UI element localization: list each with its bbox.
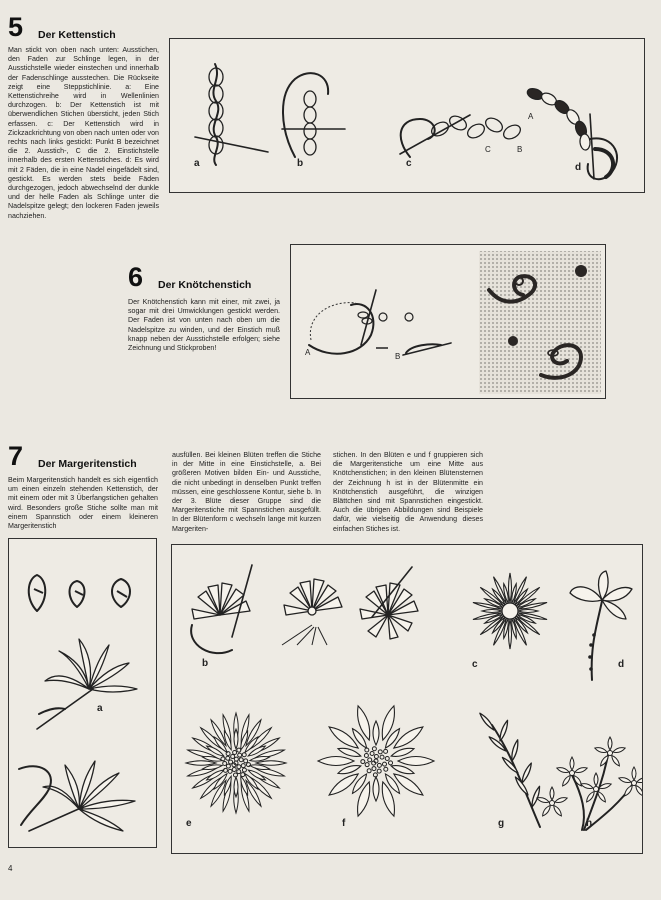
section-7-text-col1: Beim Margeritenstich handelt es sich eigentlich um einen einzeln stehenden Kettenstich, der mit einem oder mit 3 Überfangstichen gehalten wird. Besonders große Stiche sollte man mit einem Spannstich oder einem kleineren Margeritenstich (8, 476, 158, 531)
flower-g (478, 712, 541, 827)
right-label-g: g (498, 818, 505, 829)
right-label-d: d (618, 659, 625, 670)
fig-label-a: a (194, 158, 200, 169)
right-label-c: c (472, 659, 478, 670)
point-label-A: A (528, 112, 534, 121)
margeriten-left-panel (8, 538, 157, 848)
knoetchenstich-illustration (291, 245, 605, 398)
section-7-number: 7 (8, 441, 24, 471)
fig-label-c: c (406, 158, 412, 169)
knot-point-B: B (395, 352, 401, 361)
knoetchenstich-figure-panel (290, 244, 606, 399)
chain-c-drawing (400, 113, 523, 157)
right-label-b: b (202, 658, 209, 669)
right-label-h: h (586, 818, 593, 829)
margeriten-flower-examples (172, 545, 642, 853)
right-label-f: f (342, 818, 346, 829)
point-label-C: C (485, 145, 491, 154)
right-label-e: e (186, 818, 192, 829)
margeriten-stitch-steps (9, 539, 156, 847)
knot-diagram (305, 290, 451, 361)
section-5-title: Der Kettenstich (38, 29, 116, 41)
chain-a-drawing (195, 64, 268, 165)
margeriten-right-panel (171, 544, 643, 854)
knot-point-A: A (305, 348, 311, 357)
chain-d-drawing (526, 87, 617, 180)
section-7-text-col3: stichen. In den Blüten e und f gruppieren sich die Margeritenstiche um eine Mitte aus Knötchenstichen; in den kleinen Blütensternen der Zeichnung h ist in der Blütenmitte ein Knötchenstich ausgeführt, die winzigen Blättchen sind mit Spannstichen eingestickt. Auch die übrigen Abbildungen sind Beispiele dafür, wie vielseitig die Anwendung dieses einfachen Stiches ist. (333, 451, 483, 533)
page-number: 4 (8, 864, 13, 873)
left-label-a: a (97, 703, 103, 714)
section-6-title: Der Knötchenstich (158, 279, 252, 291)
section-6-number: 6 (128, 262, 144, 292)
flower-f (318, 706, 434, 816)
point-label-B: B (517, 145, 523, 154)
flower-h (537, 737, 642, 830)
fig-label-b: b (297, 158, 304, 169)
fig-label-d: d (575, 162, 582, 173)
flower-c (473, 573, 547, 649)
knot-fabric-samples (479, 251, 601, 394)
flower-e (186, 713, 286, 813)
chain-b-drawing (282, 73, 345, 157)
section-7-title: Der Margeritenstich (38, 458, 137, 470)
section-6-text: Der Knötchenstich kann mit einer, mit zwei, ja sogar mit drei Umwicklungen gestickt werden. Der Faden ist von unten nach oben um die Nadelspitze zu winden, und der Einstich muß knapp neben der Ausstichstelle erfolgen; siehe Zeichnung und Stickproben! (128, 298, 280, 353)
kettenstich-illustration (170, 39, 644, 192)
kettenstich-figure-panel (169, 38, 645, 193)
section-7-text-col2: ausfüllen. Bei kleinen Blüten treffen die Stiche in der Mitte in eine Einstichstelle, a. Bei größeren Motiven bilden Ein- und Ausstiche, die nicht unbedingt in denselben Punkt treffen müssen, eine geschlossene Kontur, siehe b. In der 3. Blüte dieser Gruppe sind die Margeritenstiche mit Spannstichen ausgefüllt. In der Blütenform c wechseln lange mit kurzen Margeriten- (172, 451, 321, 533)
section-5-number: 5 (8, 12, 24, 42)
petal-fan-a (37, 639, 137, 729)
flower-group-b (191, 579, 418, 653)
petal-fan-lower (19, 761, 135, 831)
section-5-text: Man stickt von oben nach unten: Ausstichen, den Faden zur Schlinge legen, in der Ausstichstelle wieder einstechen und innerhalb der Fadenschlinge ausstechen. Die Rückseite zeigt eine Steppstichlinie. a: Eine Kettenstichreihe wird in Wellenlinien durchzogen. b: Der Kettenstich ist mit überwendlichen Stichen übersticht, jeden Stich erfassen. c: Der Kettenstich wird in Zickzackrichtung von oben nach unten oder von rechts nach links gestickt: Punkt B bezeichnet die 2. Ausstich-, C die 2. Einstichstelle innerhalb des ersten Kettenstiches. d: Es wird mit 2 Fäden, die in eine Nadel eingefädelt sind, gestickt. Es werden stets beide Fäden durchgezogen, jedoch abwechselnd der dunkle und der helle Faden als Schlinge unter die Nadelspitze gelegt; den lockeren Faden jeweils nachziehen. (8, 46, 159, 220)
